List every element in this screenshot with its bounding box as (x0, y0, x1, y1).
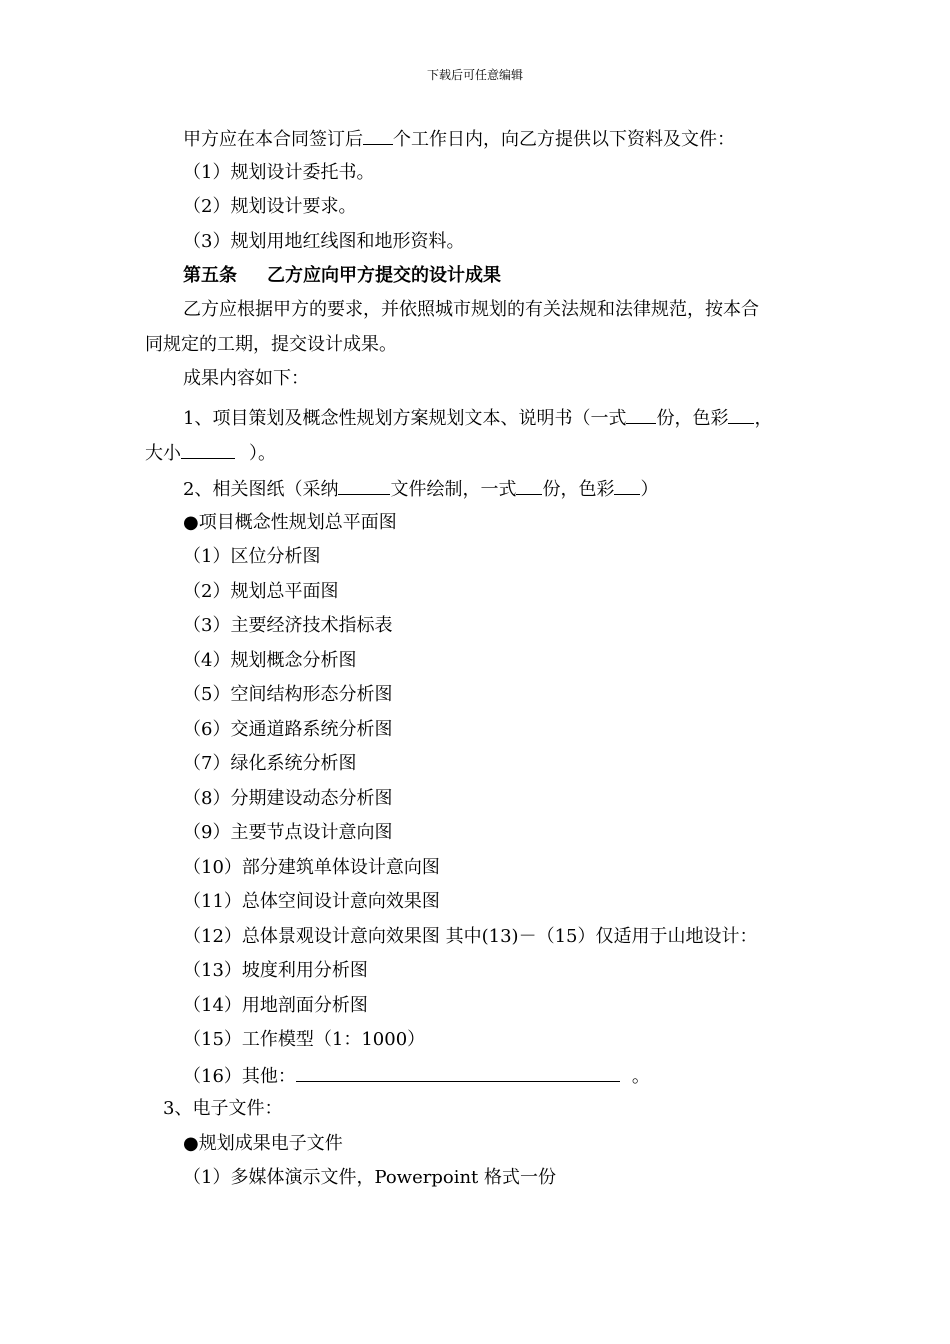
bullet-heading: ●规划成果电子文件 (183, 1133, 343, 1154)
paragraph-line: 乙方应根据甲方的要求，并依照城市规划的有关法规和法律规范，按本合 (183, 299, 759, 320)
text: 大小 (145, 443, 181, 464)
list-item: （1）规划设计委托书。 (183, 162, 375, 183)
text: 份，色彩 (542, 479, 615, 500)
drawing-item: （2）规划总平面图 (183, 581, 339, 602)
blank-days (363, 126, 393, 145)
drawing-item: （7）绿化系统分析图 (183, 753, 357, 774)
text: （16）其他： (183, 1066, 296, 1087)
text: 2、相关图纸（采纳 (183, 479, 339, 500)
article-heading (183, 264, 501, 288)
blank-other (296, 1063, 620, 1082)
blank-color (728, 405, 754, 424)
text: 甲方应在本合同签订后 (183, 129, 363, 150)
text: 份，色彩 (656, 408, 729, 429)
text: ）。 (249, 443, 276, 464)
item-3: 3、电子文件： (163, 1098, 283, 1119)
text: 。 (631, 1066, 650, 1087)
drawing-item: （8）分期建设动态分析图 (183, 788, 393, 809)
text: ） (640, 479, 659, 500)
drawing-item: （14）用地剖面分析图 (183, 995, 368, 1016)
page-header: 下载后可任意编辑 (426, 68, 523, 82)
content-intro: 成果内容如下： (183, 368, 309, 389)
article-title: 乙方应向甲方提交的设计成果 (267, 265, 501, 286)
text: 1、项目策划及概念性规划方案规划文本、说明书（一式 (183, 408, 627, 429)
drawing-item-other (183, 1063, 650, 1089)
drawing-item: （6）交通道路系统分析图 (183, 719, 393, 740)
text: 文件绘制，一式 (390, 479, 517, 500)
list-item: （2）规划设计要求。 (183, 196, 357, 217)
text: ， (754, 408, 773, 429)
blank-copies (516, 476, 542, 495)
item-1 (183, 405, 772, 431)
blank-copies (626, 405, 656, 424)
paragraph-line: 同规定的工期，提交设计成果。 (145, 334, 397, 355)
electronic-item: （1）多媒体演示文件，Powerpoint 格式一份 (183, 1167, 556, 1188)
drawing-item: （15）工作模型（1：1000） (183, 1029, 426, 1050)
drawing-item: （3）主要经济技术指标表 (183, 615, 393, 636)
list-item: （3）规划用地红线图和地形资料。 (183, 231, 465, 252)
article-number: 第五条 (183, 265, 237, 286)
paragraph-provide-materials (183, 126, 735, 152)
drawing-item: （1）区位分析图 (183, 546, 321, 567)
blank-size (181, 440, 235, 459)
drawing-item: （11）总体空间设计意向效果图 (183, 891, 440, 912)
drawing-item: （12）总体景观设计意向效果图 其中(13)－（15）仅适用于山地设计： (183, 926, 758, 947)
blank-software (338, 476, 390, 495)
text: 个工作日内，向乙方提供以下资料及文件： (393, 129, 735, 150)
item-1-continued (145, 440, 276, 466)
drawing-item: （9）主要节点设计意向图 (183, 822, 393, 843)
drawing-item: （5）空间结构形态分析图 (183, 684, 393, 705)
bullet-heading: ●项目概念性规划总平面图 (183, 512, 397, 533)
blank-color (614, 476, 640, 495)
drawing-item: （4）规划概念分析图 (183, 650, 357, 671)
drawing-item: （10）部分建筑单体设计意向图 (183, 857, 440, 878)
item-2 (183, 476, 658, 502)
drawing-item: （13）坡度利用分析图 (183, 960, 368, 981)
